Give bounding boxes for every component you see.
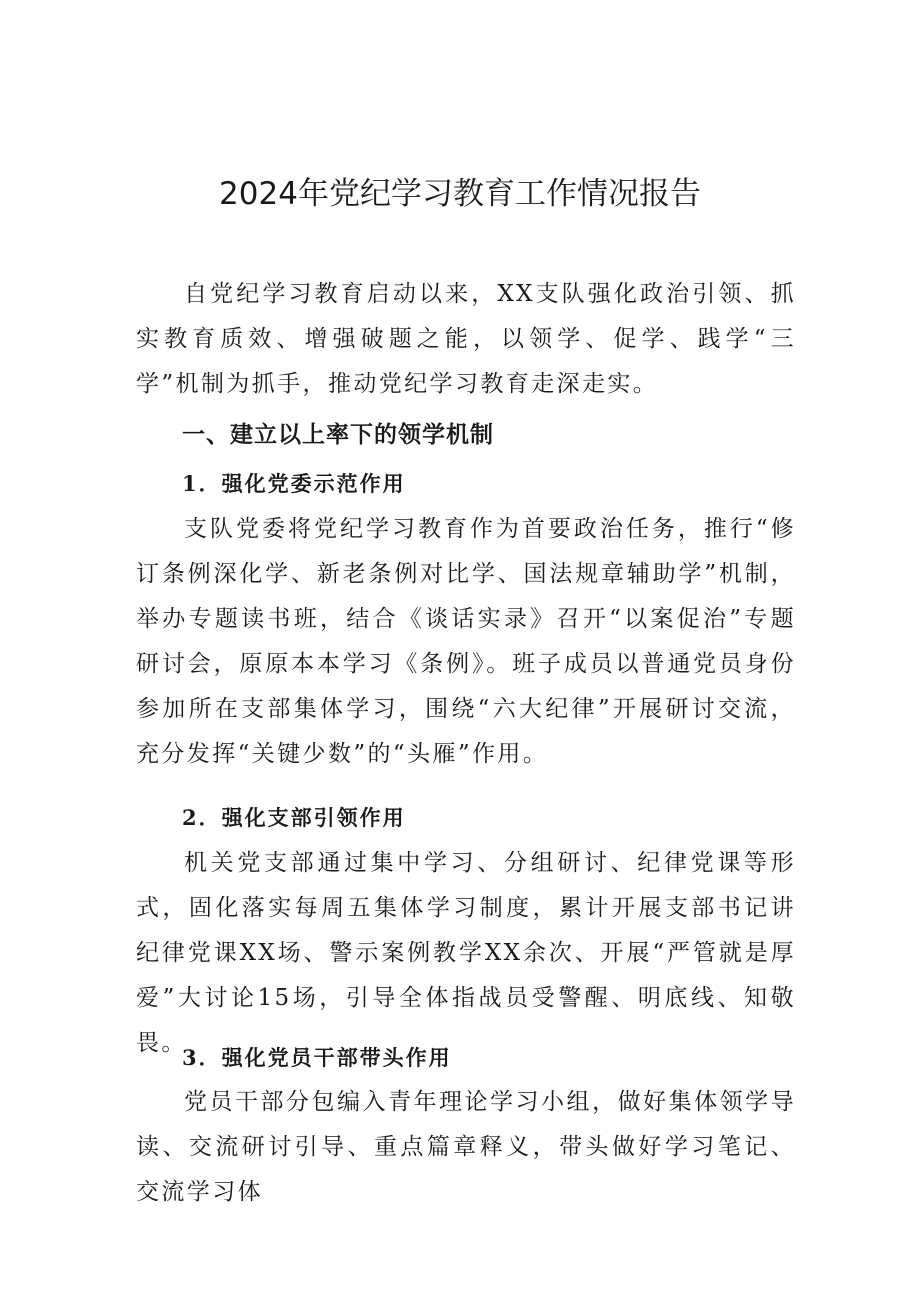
subsection-paragraph-1: 支队党委将党纪学习教育作为首要政治任务，推行“修订条例深化学、新老条例对比学、国法规章辅助学”机制，举办专题读书班，结合《谈话实录》召开“以案促治”专题研讨会，原原本本学习《条例》。班子成员以普通党员身份参加所在支部集体学习，围绕“六大纪律”开展研讨交流，充分发挥“关键少数”的“头雁”作用。 (136, 516, 796, 767)
subsection-heading-1: 1．强化党委示范作用 (182, 471, 406, 496)
document-title: 2024年党纪学习教育工作情况报告 (219, 176, 701, 212)
subsection-paragraph-2: 机关党支部通过集中学习、分组研讨、纪律党课等形式，固化落实每周五集体学习制度，累计开展支部书记讲纪律党课XX场、警示案例教学XX余次、开展“严管就是厚爱”大讨论15场，引导全体指战员受警醒、明底线、知敬畏。 (136, 850, 796, 1056)
section-heading: 一、建立以上率下的领学机制 (182, 422, 494, 448)
subsection-heading-3: 3．强化党员干部带头作用 (182, 1045, 452, 1070)
intro-paragraph: 自党纪学习教育启动以来，XX支队强化政治引领、抓实教育质效、增强破题之能，以领学、促学、践学“三学”机制为抓手，推动党纪学习教育走深走实。 (136, 281, 796, 397)
subsection-heading-2: 2．强化支部引领作用 (182, 805, 406, 830)
subsection-paragraph-3: 党员干部分包编入青年理论学习小组，做好集体领学导读、交流研讨引导、重点篇章释义，带头做好学习笔记、交流学习体 (136, 1089, 796, 1205)
